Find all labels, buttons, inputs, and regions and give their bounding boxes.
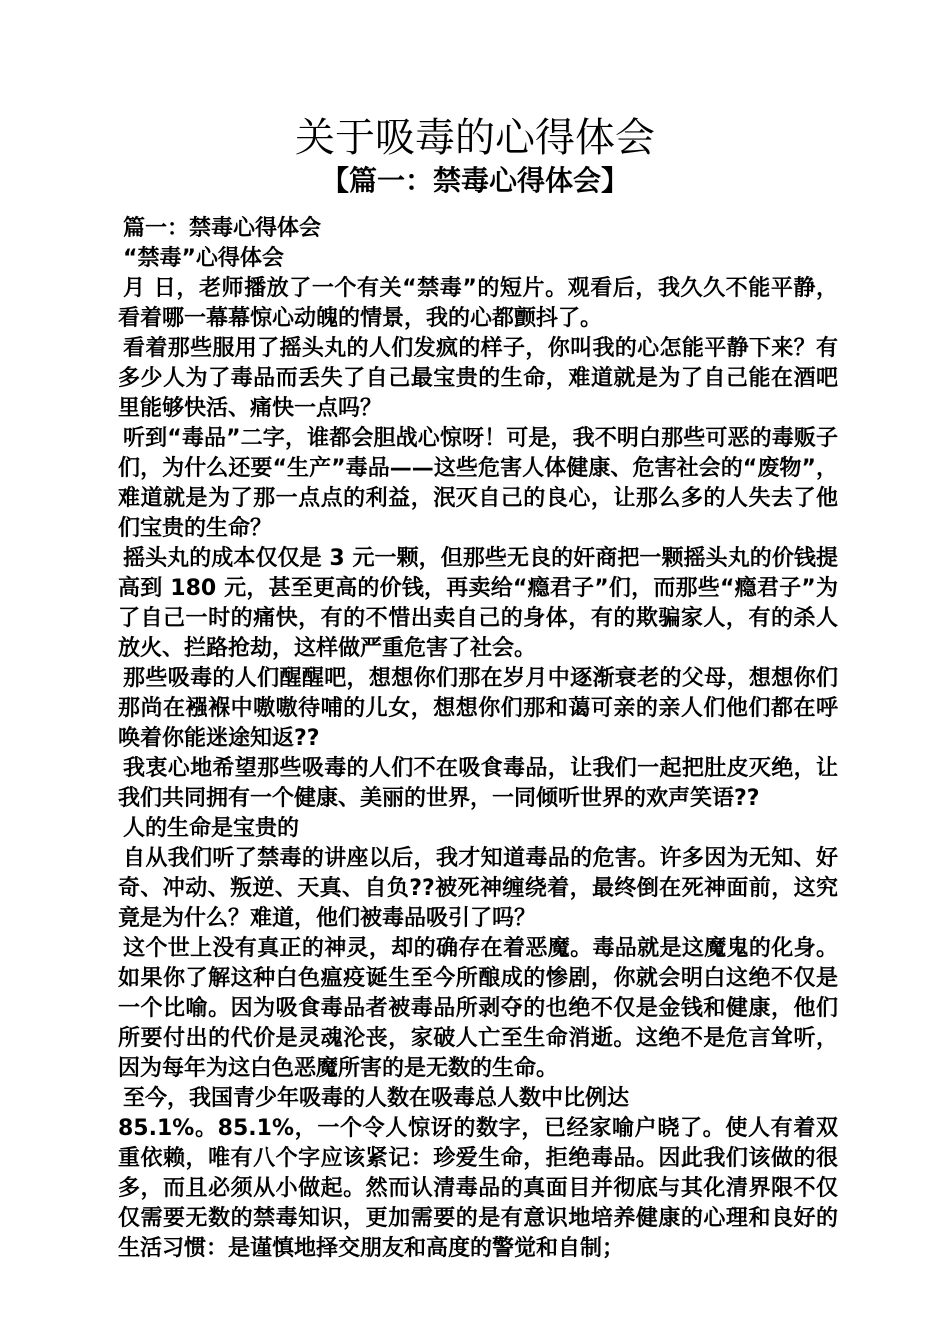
paragraph: 月 日，老师播放了一个有关“禁毒”的短片。观看后，我久久不能平静，看着哪一幕幕惊心动魄的情景，我的心都颤抖了。 <box>118 276 838 331</box>
document-title: 关于吸毒的心得体会 <box>295 115 655 161</box>
paragraph: 至今，我国青少年吸毒的人数在吸毒总人数中比例达 <box>123 1086 630 1111</box>
document-body <box>118 214 838 1264</box>
paragraph: 看着那些服用了摇头丸的人们发疯的样子，你叫我的心怎能平静下来？有多少人为了毒品而丢失了自己最宝贵的生命，难道就是为了自己能在酒吧里能够快活、痛快一点吗？ <box>118 336 838 421</box>
document-subtitle: 【篇一：禁毒心得体会】 <box>320 164 629 197</box>
paragraph: 听到“毒品”二字，谁都会胆战心惊呀！可是，我不明白那些可恶的毒贩子们，为什么还要“生产”毒品——这些危害人体健康、危害社会的“废物”，难道就是为了那一点点的利益，泯灭自己的良心，让那么多的人失去了他们宝贵的生命？ <box>118 426 838 541</box>
paragraph: 85.1%。85.1%，一个令人惊讶的数字，已经家喻户晓了。使人有着双重依赖，唯有八个字应该紧记：珍爱生命，拒绝毒品。因此我们该做的很多，而且必须从小做起。然而认清毒品的真面目并彻底与其化清界限不仅仅需要无数的禁毒知识，更加需要的是有意识地培养健康的心理和良好的生活习惯：是谨慎地择交朋友和高度的警觉和自制； <box>118 1116 838 1261</box>
paragraph: 我衷心地希望那些吸毒的人们不在吸食毒品，让我们一起把肚皮灭绝，让我们共同拥有一个健康、美丽的世界，一同倾听世界的欢声笑语?? <box>118 756 838 811</box>
section-heading: 篇一：禁毒心得体会 <box>123 216 322 241</box>
paragraph: 摇头丸的成本仅仅是 3 元一颗，但那些无良的奸商把一颗摇头丸的价钱提高到 180 元，甚至更高的价钱，再卖给“瘾君子”们，而那些“瘾君子”为了自己一时的痛快，有的不惜出卖自己的身体，有的欺骗家人，有的杀人放火、拦路抢劫，这样做严重危害了社会。 <box>118 546 838 661</box>
paragraph: 那些吸毒的人们醒醒吧，想想你们那在岁月中逐渐衰老的父母，想想你们那尚在襁褓中嗷嗷待哺的儿女，想想你们那和蔼可亲的亲人们他们都在呼唤着你能迷途知返?? <box>118 666 838 751</box>
paragraph: 这个世上没有真正的神灵，却的确存在着恶魔。毒品就是这魔鬼的化身。如果你了解这种白色瘟疫诞生至今所酿成的惨剧，你就会明白这绝不仅是一个比喻。因为吸食毒品者被毒品所剥夺的也绝不仅是金钱和健康，他们所要付出的代价是灵魂沦丧，家破人亡至生命消逝。这绝不是危言耸听，因为每年为这白色恶魔所害的是无数的生命。 <box>118 936 838 1081</box>
essay-title: “禁毒”心得体会 <box>123 246 284 271</box>
paragraph: 自从我们听了禁毒的讲座以后，我才知道毒品的危害。许多因为无知、好奇、冲动、叛逆、天真、自负??被死神缠绕着，最终倒在死神面前，这究竟是为什么？难道，他们被毒品吸引了吗？ <box>118 846 838 931</box>
essay-title: 人的生命是宝贵的 <box>123 816 300 841</box>
